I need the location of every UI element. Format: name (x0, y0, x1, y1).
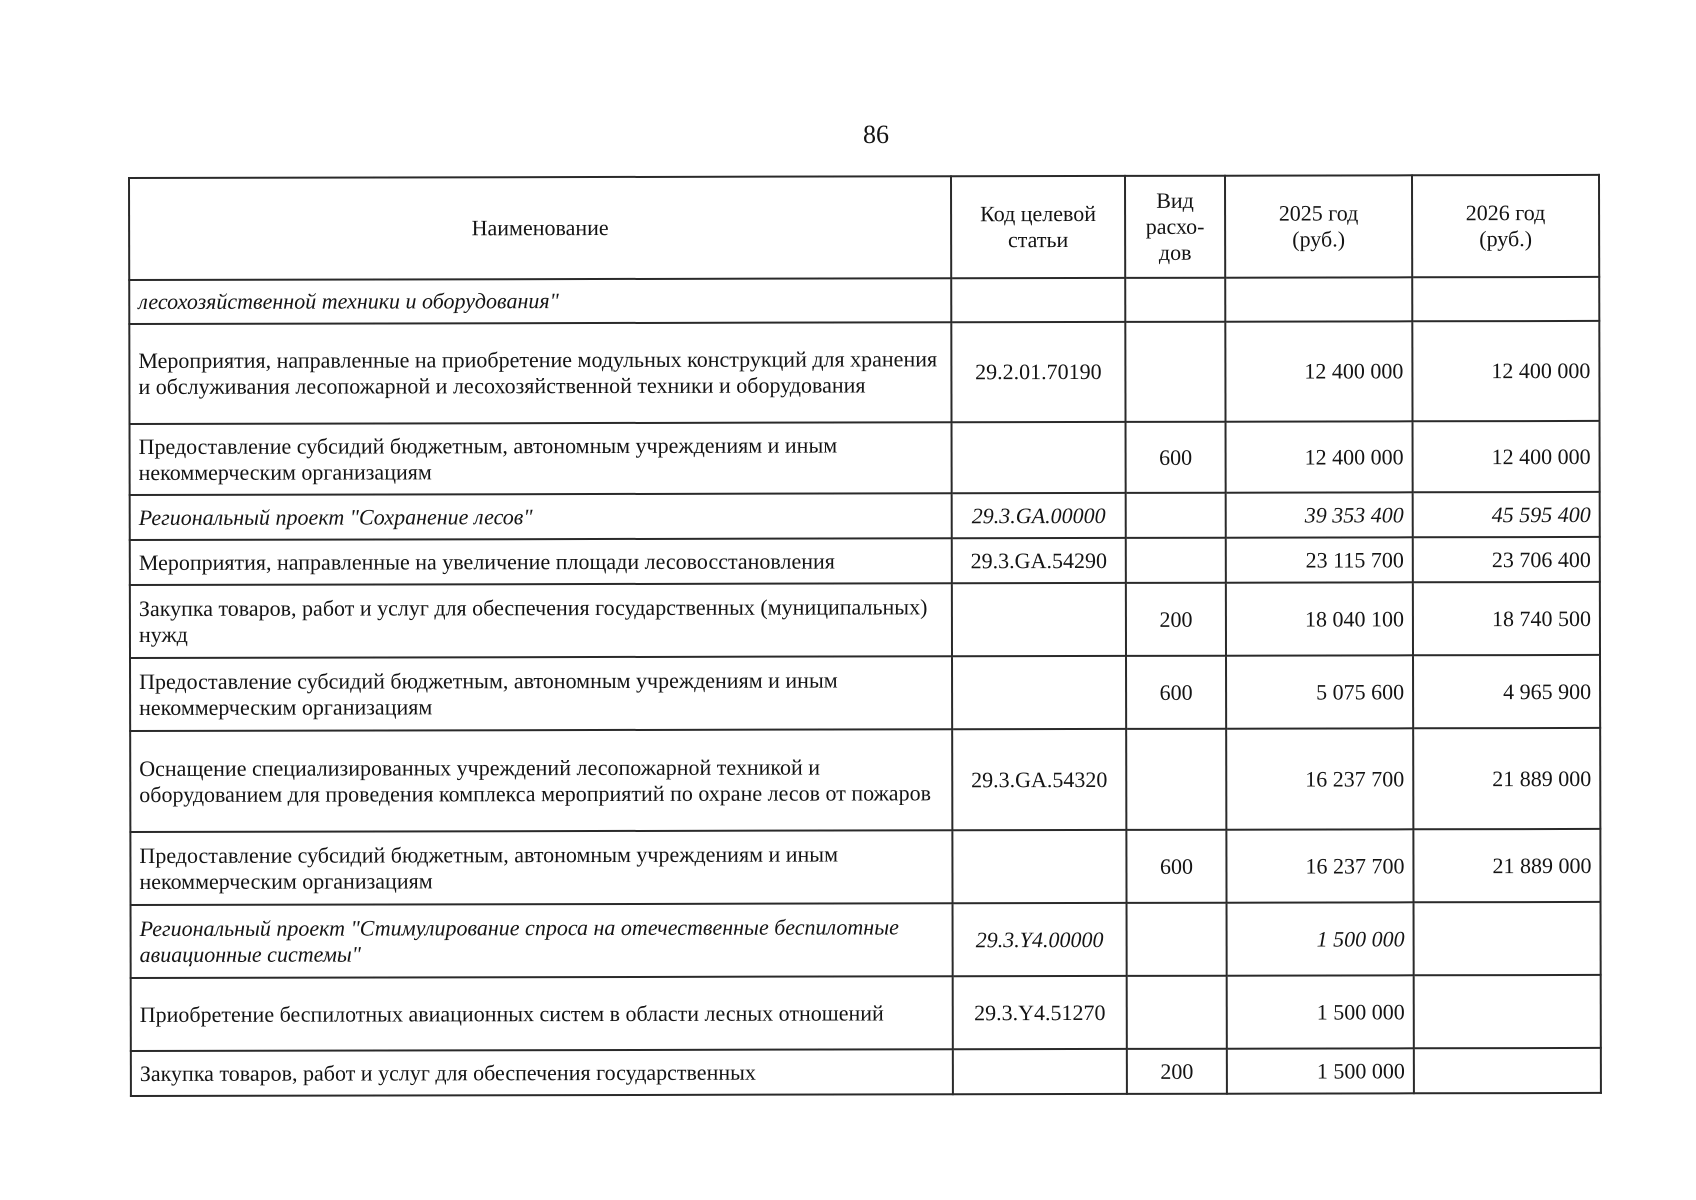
table-row (131, 902, 1601, 978)
row-name: Закупка товаров, работ и услуг для обеспечения государственных (131, 1049, 953, 1096)
row-amount-2026: 4 965 900 (1413, 655, 1600, 728)
row-amount-2025: 12 400 000 (1226, 421, 1413, 492)
row-code (953, 1049, 1127, 1094)
row-code: 29.3.Y4.00000 (953, 903, 1127, 976)
row-code: 29.3.Y4.51270 (953, 976, 1127, 1049)
header-expense-type: Вид расхо- дов (1125, 176, 1225, 278)
row-amount-2026: 21 889 000 (1413, 829, 1600, 902)
row-name: лесохозяйственной техники и оборудования" (129, 278, 951, 324)
row-expense-type: 200 (1126, 583, 1226, 656)
row-amount-2026 (1414, 975, 1601, 1048)
row-code (952, 422, 1126, 493)
row-name: Мероприятия, направленные на увеличение площади лесовосстановления (130, 538, 952, 585)
header-code: Код целевой статьи (951, 176, 1125, 278)
table-header-row (129, 175, 1599, 280)
row-amount-2026: 23 706 400 (1413, 537, 1600, 582)
header-2025: 2025 год (руб.) (1225, 175, 1412, 277)
row-expense-type: 600 (1126, 830, 1226, 903)
row-name: Региональный проект "Стимулирование спроса на отечественные беспилотные авиационные системы" (131, 903, 953, 978)
row-name: Предоставление субсидий бюджетным, автономным учреждениям и иным некоммерческим организациям (130, 422, 952, 495)
table-row (130, 655, 1600, 731)
row-amount-2025: 16 237 700 (1226, 728, 1413, 829)
row-amount-2025: 5 075 600 (1226, 655, 1413, 728)
row-expense-type (1125, 278, 1225, 322)
table-row (130, 582, 1600, 658)
row-amount-2025: 1 500 000 (1227, 975, 1414, 1048)
row-name: Региональный проект "Сохранение лесов" (130, 493, 952, 540)
row-code (952, 583, 1126, 656)
row-amount-2026 (1412, 277, 1599, 321)
row-code: 29.3.GA.54290 (952, 538, 1126, 583)
row-expense-type (1125, 322, 1225, 422)
table-row (130, 421, 1600, 495)
row-expense-type (1126, 538, 1226, 583)
row-amount-2026: 45 595 400 (1413, 492, 1600, 537)
header-name: Наименование (129, 176, 951, 280)
budget-table (128, 174, 1602, 1097)
row-amount-2025: 16 237 700 (1226, 829, 1413, 902)
header-2026: 2026 год (руб.) (1412, 175, 1599, 277)
row-code (951, 278, 1125, 322)
row-name: Оснащение специализированных учреждений лесопожарной техникой и оборудованием для проведения комплекса мероприятий по охране лесов от пожаров (130, 729, 952, 832)
row-amount-2025: 23 115 700 (1226, 537, 1413, 582)
row-amount-2025: 18 040 100 (1226, 582, 1413, 655)
row-name: Предоставление субсидий бюджетным, автономным учреждениям и иным некоммерческим организациям (130, 830, 952, 905)
row-expense-type: 200 (1127, 1049, 1227, 1094)
table-row (130, 728, 1600, 832)
row-name: Предоставление субсидий бюджетным, автономным учреждениям и иным некоммерческим организациям (130, 656, 952, 731)
table-row (130, 829, 1600, 905)
row-expense-type: 600 (1126, 422, 1226, 493)
table-row (131, 975, 1601, 1051)
table-row (130, 492, 1600, 540)
table-row (131, 1048, 1601, 1096)
row-code (952, 656, 1126, 729)
row-expense-type (1126, 729, 1226, 830)
row-expense-type (1127, 903, 1227, 976)
row-expense-type (1126, 493, 1226, 538)
row-amount-2025: 12 400 000 (1225, 321, 1412, 421)
row-name: Приобретение беспилотных авиационных систем в области лесных отношений (131, 976, 953, 1051)
row-code: 29.3.GA.00000 (952, 493, 1126, 538)
row-amount-2026: 21 889 000 (1413, 728, 1600, 829)
table-row (129, 321, 1599, 424)
row-amount-2025: 1 500 000 (1227, 902, 1414, 975)
page-number: 86 (863, 120, 889, 149)
table-row (130, 537, 1600, 585)
row-expense-type (1127, 976, 1227, 1049)
row-amount-2025: 1 500 000 (1227, 1048, 1414, 1093)
table-row (129, 277, 1599, 324)
row-amount-2025: 39 353 400 (1226, 492, 1413, 537)
row-code: 29.3.GA.54320 (952, 729, 1126, 830)
row-code: 29.2.01.70190 (951, 322, 1125, 422)
row-amount-2026: 12 400 000 (1413, 421, 1600, 492)
row-amount-2025 (1225, 277, 1412, 321)
row-expense-type: 600 (1126, 656, 1226, 729)
row-name: Мероприятия, направленные на приобретение модульных конструкций для хранения и обслуживания лесопожарной и лесохозяйственной техники и оборудования (129, 322, 951, 424)
row-amount-2026 (1414, 1048, 1601, 1093)
row-code (952, 830, 1126, 903)
row-name: Закупка товаров, работ и услуг для обеспечения государственных (муниципальных) нужд (130, 583, 952, 658)
row-amount-2026: 12 400 000 (1412, 321, 1599, 421)
row-amount-2026 (1414, 902, 1601, 975)
row-amount-2026: 18 740 500 (1413, 582, 1600, 655)
